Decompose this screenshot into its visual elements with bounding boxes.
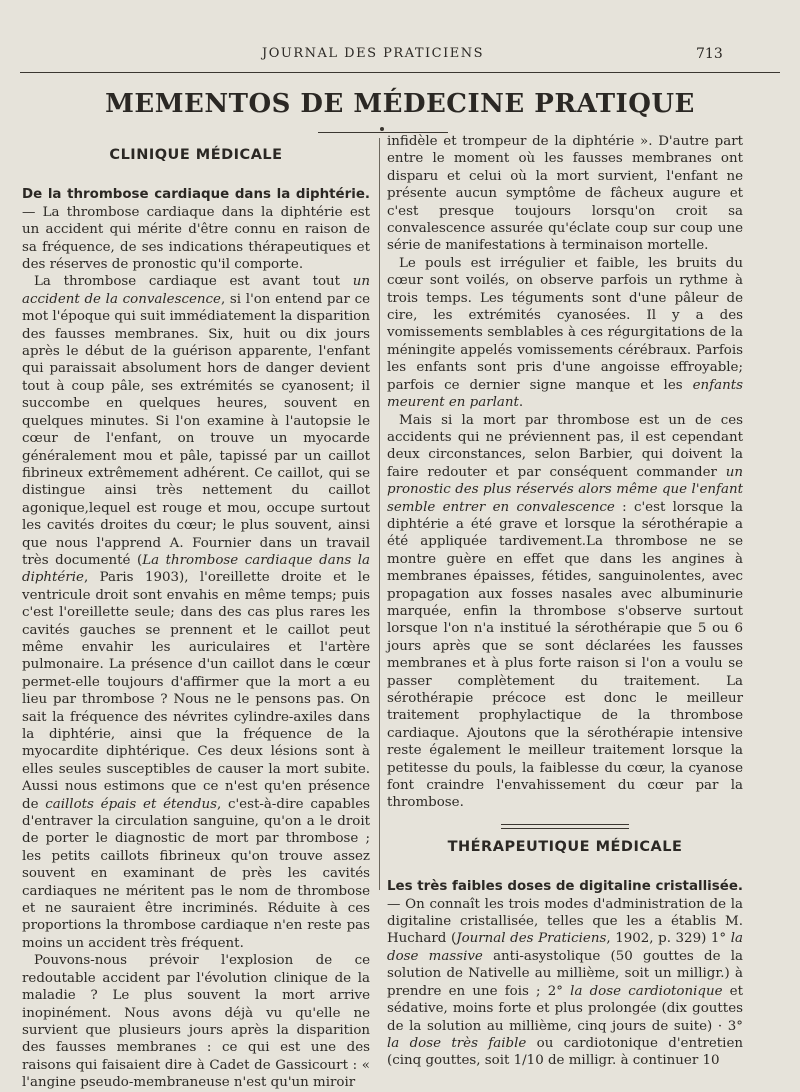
section-title-clinique: CLINIQUE MÉDICALE — [109, 147, 283, 163]
running-head: JOURNAL DES PRATICIENS — [262, 46, 484, 61]
paragraph: infidèle et trompeur de la diphtérie ». D'autre part entre le moment où les fausses membranes ont disparu et celui où la mort survient, l'enfant ne présente aucun symptôme de fâcheux augure et c'est presque toujours lorsqu'on croit sa convalescence assurée qu'éclate coup sur coup une série de manifestations à terminaison mortelle. — [387, 134, 743, 254]
right-column — [387, 133, 743, 1070]
article-lead: De la thrombose cardiaque dans la diphtérie. — [22, 187, 370, 203]
title-ornament — [380, 127, 384, 131]
paragraph: De la thrombose cardiaque dans la diphtérie. — La thrombose cardiaque dans la diphtérie est un accident qui mérite d'être connu en raison de sa fréquence, de ses indications thérapeutiques et des réserves de pronostic qu'il comporte. — [22, 187, 370, 273]
article-lead: Les très faibles doses de digitaline cristallisée. — [387, 879, 743, 895]
double-rule — [501, 824, 629, 829]
section-title-therapeutique: THÉRAPEUTIQUE MÉDICALE — [447, 838, 683, 855]
section-divider — [387, 824, 743, 829]
page-number: 713 — [696, 46, 723, 62]
paragraph: Le pouls est irrégulier et faible, les bruits du cœur sont voilés, on observe parfois un rythme à trois temps. Les téguments sont d'une pâleur de cire, les extrémités cyanosées. Il y a des vomissements semblables à ces régurgitations de la méningite appelés vomissements cérébraux. Parfois les enfants sont pris d'une angoisse effroyable; parfois ce dernier signe manque et les enfants meurent en parlant. — [387, 255, 743, 411]
left-column — [22, 140, 370, 1092]
paragraph: La thrombose cardiaque est avant tout un accident de la convalescence, si l'on entend par ce mot l'époque qui suit immédiatement la disparition des fausses membranes. Six, huit ou dix jours après le début de la guérison apparente, l'enfant qui paraissait absolument hors de danger devient tout à coup pâle, ses extrémités se cyanosent; il succombe en quelques heures, souvent en quelques minutes. Si l'on examine à l'autopsie le cœur de l'enfant, on trouve un myocarde généralement mou et pâle, tapissé par un caillot fibrineux extrêmement adhérent. Ce caillot, qui se distingue ainsi très nettement du caillot agonique,lequel est rouge et mou, occupe surtout les cavités droites du cœur; le plus souvent, ainsi que nous l'apprend A. Fournier dans un travail très documenté (La thrombose cardiaque dans la diphtérie, Paris 1903), l'oreillette droite et le ventricule droit sont envahis en même temps; puis c'est l'oreillette seule; dans des cas plus rares les cavités gauches se prennent et le caillot peut même envahir les auriculaires et l'artère pulmonaire. La présence d'un caillot dans le cœur permet-elle toujours d'affirmer que la mort a eu lieu par thrombose ? Nous ne le pensons pas. On sait la fréquence des névrites cylindre-axiles dans la diphtérie, ainsi que la fréquence de la myocardite diphtérique. Ces deux lésions sont à elles seules susceptibles de causer la mort subite. Aussi nous estimons que ce n'est qu'en présence de caillots épais et étendus, c'est-à-dire capables d'entraver la circulation sanguine, qu'on a le droit de porter le diagnostic de mort par thrombose ; les petits caillots fibrineux qu'on trouve assez souvent en examinant de près les cavités cardiaques ne méritent pas le nom de thrombose et ne sauraient être incriminés. Réduite à ces proportions la thrombose cardiaque n'en reste pas moins un accident très fréquent. — [22, 274, 371, 951]
header-rule — [20, 72, 780, 73]
paragraph: Pouvons-nous prévoir l'explosion de ce redoutable accident par l'évolution clinique de la maladie ? Le plus souvent la mort arrive inopinément. Nous avons déjà vu qu'elle ne survient que plusieurs jours après la disparition des fausses membranes : ce qui est une des raisons qui faisaient dire à Cadet de Gassicourt : « l'angine pseudo-membraneuse n'est qu'un miroir — [22, 953, 370, 1091]
paragraph: Les très faibles doses de digitaline cristallisée. — On connaît les trois modes d'administration de la digitaline cristallisée, telles que les a établis M. Huchard (Journal des Praticiens, 1902, p. 329) 1° la dose massive anti-asystolique (50 gouttes de la solution de Nativelle au millième, soit un milligr.) à prendre en une fois ; 2° la dose cardiotonique et sédative, moins forte et plus prolongée (dix gouttes de la solution au millième, cinq jours de suite) · 3° la dose très faible ou cardiotonique d'entretien (cinq gouttes, soit 1/10 de milligr. à continuer 10 — [387, 879, 744, 1069]
main-title: MEMENTOS DE MÉDECINE PRATIQUE — [105, 89, 695, 119]
citation-title: La thrombose cardiaque dans la diphtérie — [22, 552, 370, 586]
paragraph: Mais si la mort par thrombose est un de ces accidents qui ne préviennent pas, il est cependant deux circonstances, selon Barbier, qui doivent la faire redouter et par conséquent commander un pronostic des plus réservés alors même que l'enfant semble entrer en convalescence : c'est lorsque la diphtérie a été grave et lorsque la sérothérapie a été appliquée tardivement.La thrombose ne se montre guère en effet que dans les angines à membranes épaisses, fétides, sanguinolentes, avec propagation aux fosses nasales avec albuminurie marquée, enfin la thrombose s'observe surtout lorsque l'on n'a institué la sérothérapie que 5 ou 6 jours après que se sont déclarées les fausses membranes et à plus forte raison si l'on a voulu se passer complètement du traitement. La sérothérapie précoce est donc le meilleur traitement prophylactique de la thrombose cardiaque. Ajoutons que la sérothérapie intensive reste également le meilleur traitement lorsque la petitesse du pouls, la faiblesse du cœur, la cyanose font craindre l'envahissement du cœur par la thrombose. — [387, 412, 743, 811]
column-divider — [379, 138, 380, 890]
